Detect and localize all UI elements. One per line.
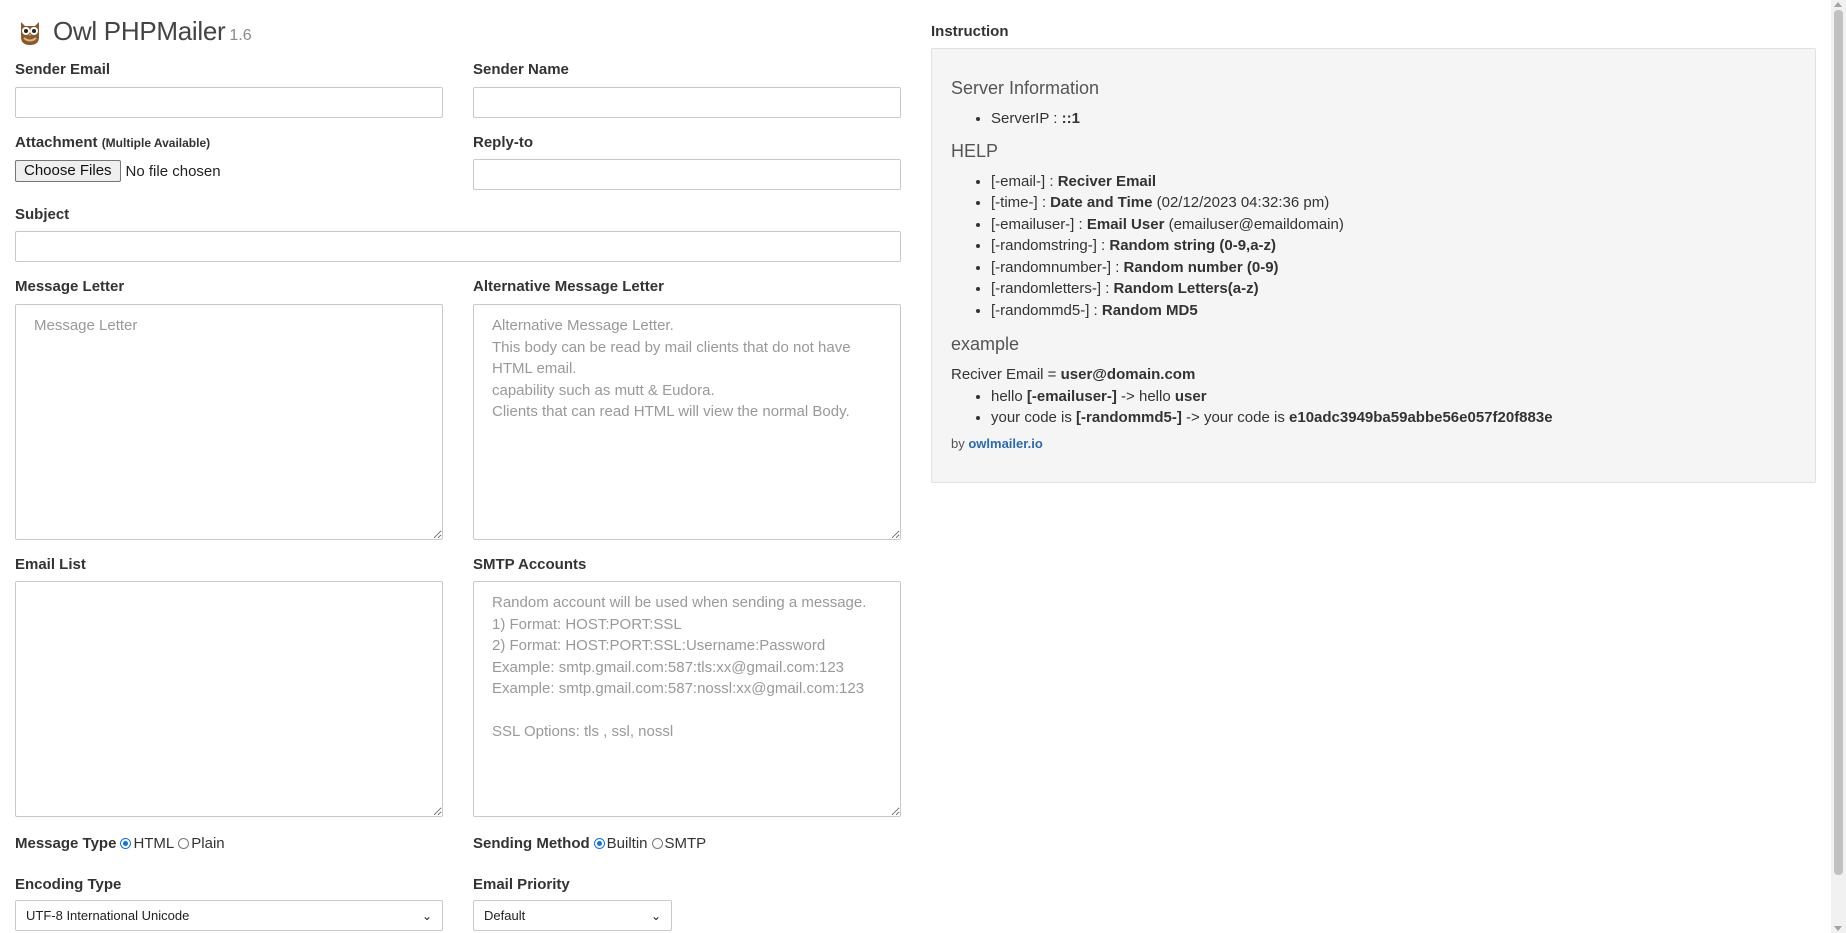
help-tag: [-randomstring-] :: [991, 237, 1110, 254]
radio-selected-icon[interactable]: [120, 838, 131, 849]
radio-icon[interactable]: [178, 838, 189, 849]
example-item: [991, 386, 1796, 408]
example-heading: example: [951, 334, 1020, 354]
file-status: No file chosen: [125, 162, 221, 180]
scroll-up-icon[interactable]: [1834, 2, 1842, 7]
example-mid: -> your code is: [1181, 409, 1290, 426]
email-priority-select[interactable]: [473, 900, 672, 931]
help-item: [991, 278, 1796, 300]
email-priority-value: Default: [484, 908, 526, 923]
attachment-hint: (Multiple Available): [101, 136, 211, 150]
choose-files-button[interactable]: Choose Files: [15, 160, 121, 182]
sending-method-smtp-text: SMTP: [664, 835, 707, 852]
help-extra: (02/12/2023 04:32:36 pm): [1152, 194, 1330, 211]
message-type-group: [15, 835, 225, 852]
help-desc: Random number (0-9): [1123, 258, 1279, 276]
subject-input[interactable]: [15, 231, 901, 262]
help-desc: Random string (0-9,a-z): [1109, 237, 1277, 254]
email-list-label: Email List: [15, 556, 86, 573]
attachment-label-text: Attachment: [15, 134, 98, 151]
sender-email-input[interactable]: [15, 87, 443, 118]
message-type-html-option[interactable]: [118, 835, 174, 852]
alt-message-label: Alternative Message Letter: [473, 278, 664, 295]
help-tag: [-randomletters-] :: [991, 280, 1114, 297]
brand: [15, 16, 252, 47]
page-scrollbar[interactable]: [1831, 0, 1846, 933]
reply-to-input[interactable]: [473, 159, 901, 190]
sender-name-label: Sender Name: [473, 61, 569, 78]
server-info-heading: Server Information: [951, 78, 1100, 98]
example-line: [951, 364, 1796, 386]
message-type-html-text: HTML: [133, 835, 175, 852]
help-tag: [-email-] :: [991, 172, 1058, 190]
help-extra: (emailuser@emaildomain): [1164, 215, 1344, 233]
attachment-label: [15, 134, 210, 151]
help-desc: Email User: [1086, 215, 1165, 233]
help-desc: Random Letters(a-z): [1113, 280, 1259, 297]
help-item: [991, 235, 1796, 257]
email-priority-label: Email Priority: [473, 876, 570, 893]
help-desc: Reciver Email: [1057, 172, 1157, 190]
example-tag: [-randommd5-]: [1076, 409, 1182, 426]
email-list-textarea[interactable]: [15, 581, 443, 817]
instruction-title: Instruction: [931, 23, 1009, 40]
example-value: user: [1174, 387, 1207, 405]
encoding-type-select[interactable]: [15, 900, 443, 931]
owl-icon: [15, 17, 45, 47]
reply-to-label: Reply-to: [473, 134, 533, 151]
help-list: [951, 171, 1796, 322]
server-ip-item: [991, 108, 1796, 130]
sending-method-group: [473, 835, 706, 852]
alt-message-textarea[interactable]: [473, 304, 901, 540]
example-line-value: user@domain.com: [1060, 366, 1196, 383]
chevron-down-icon: ⌄: [650, 908, 661, 923]
help-item: [991, 171, 1796, 193]
example-pre: your code is: [991, 409, 1077, 426]
help-desc: Date and Time: [1050, 194, 1153, 211]
help-heading: HELP: [951, 140, 999, 161]
example-item: [991, 407, 1796, 429]
encoding-type-label: Encoding Type: [15, 876, 122, 893]
sender-email-label: Sender Email: [15, 61, 111, 78]
sending-method-builtin-text: Builtin: [606, 835, 648, 852]
help-item: [991, 214, 1796, 236]
encoding-type-value: UTF-8 International Unicode: [26, 908, 190, 923]
chevron-down-icon: ⌄: [421, 908, 432, 923]
sending-method-label: Sending Method: [473, 835, 590, 852]
app-version: 1.6: [229, 26, 252, 44]
example-line-pre: Reciver Email =: [951, 366, 1061, 383]
example-tag: [-emailuser-]: [1026, 387, 1117, 405]
help-tag: [-randomnumber-] :: [991, 258, 1124, 276]
example-list: [951, 386, 1796, 429]
help-item: [991, 300, 1796, 322]
help-tag: [-randommd5-] :: [991, 301, 1102, 319]
server-ip-value: ::1: [1061, 110, 1080, 127]
sender-name-input[interactable]: [473, 87, 901, 118]
help-item: [991, 192, 1796, 214]
instruction-panel: [931, 48, 1816, 483]
scroll-down-icon[interactable]: [1834, 926, 1842, 931]
sending-method-builtin-option[interactable]: [592, 835, 648, 852]
byline: [951, 436, 1796, 451]
example-mid: -> hello: [1116, 387, 1175, 405]
message-type-label: Message Type: [15, 835, 117, 852]
help-desc: Random MD5: [1101, 301, 1198, 319]
message-letter-label: Message Letter: [15, 278, 125, 295]
message-type-plain-option[interactable]: [176, 835, 224, 852]
sending-method-smtp-option[interactable]: [650, 835, 707, 852]
example-pre: hello: [991, 387, 1027, 405]
radio-selected-icon[interactable]: [594, 838, 605, 849]
server-ip-key: ServerIP :: [991, 110, 1062, 127]
message-letter-textarea[interactable]: [15, 304, 443, 540]
help-tag: [-emailuser-] :: [991, 215, 1087, 233]
example-value: e10adc3949ba59abbe56e057f20f883e: [1289, 409, 1553, 426]
help-tag: [-time-] :: [991, 194, 1051, 211]
smtp-accounts-textarea[interactable]: [473, 581, 901, 817]
radio-icon[interactable]: [652, 838, 663, 849]
file-picker: [15, 160, 221, 182]
subject-label: Subject: [15, 206, 70, 223]
help-item: [991, 257, 1796, 279]
message-type-plain-text: Plain: [191, 835, 225, 852]
app-title: Owl PHPMailer: [53, 16, 226, 46]
server-info-list: [951, 108, 1796, 130]
smtp-accounts-label: SMTP Accounts: [473, 556, 587, 573]
scrollbar-thumb[interactable]: [1834, 10, 1843, 875]
byline-text: by: [951, 435, 969, 451]
owlmailer-link[interactable]: owlmailer.io: [968, 435, 1043, 451]
